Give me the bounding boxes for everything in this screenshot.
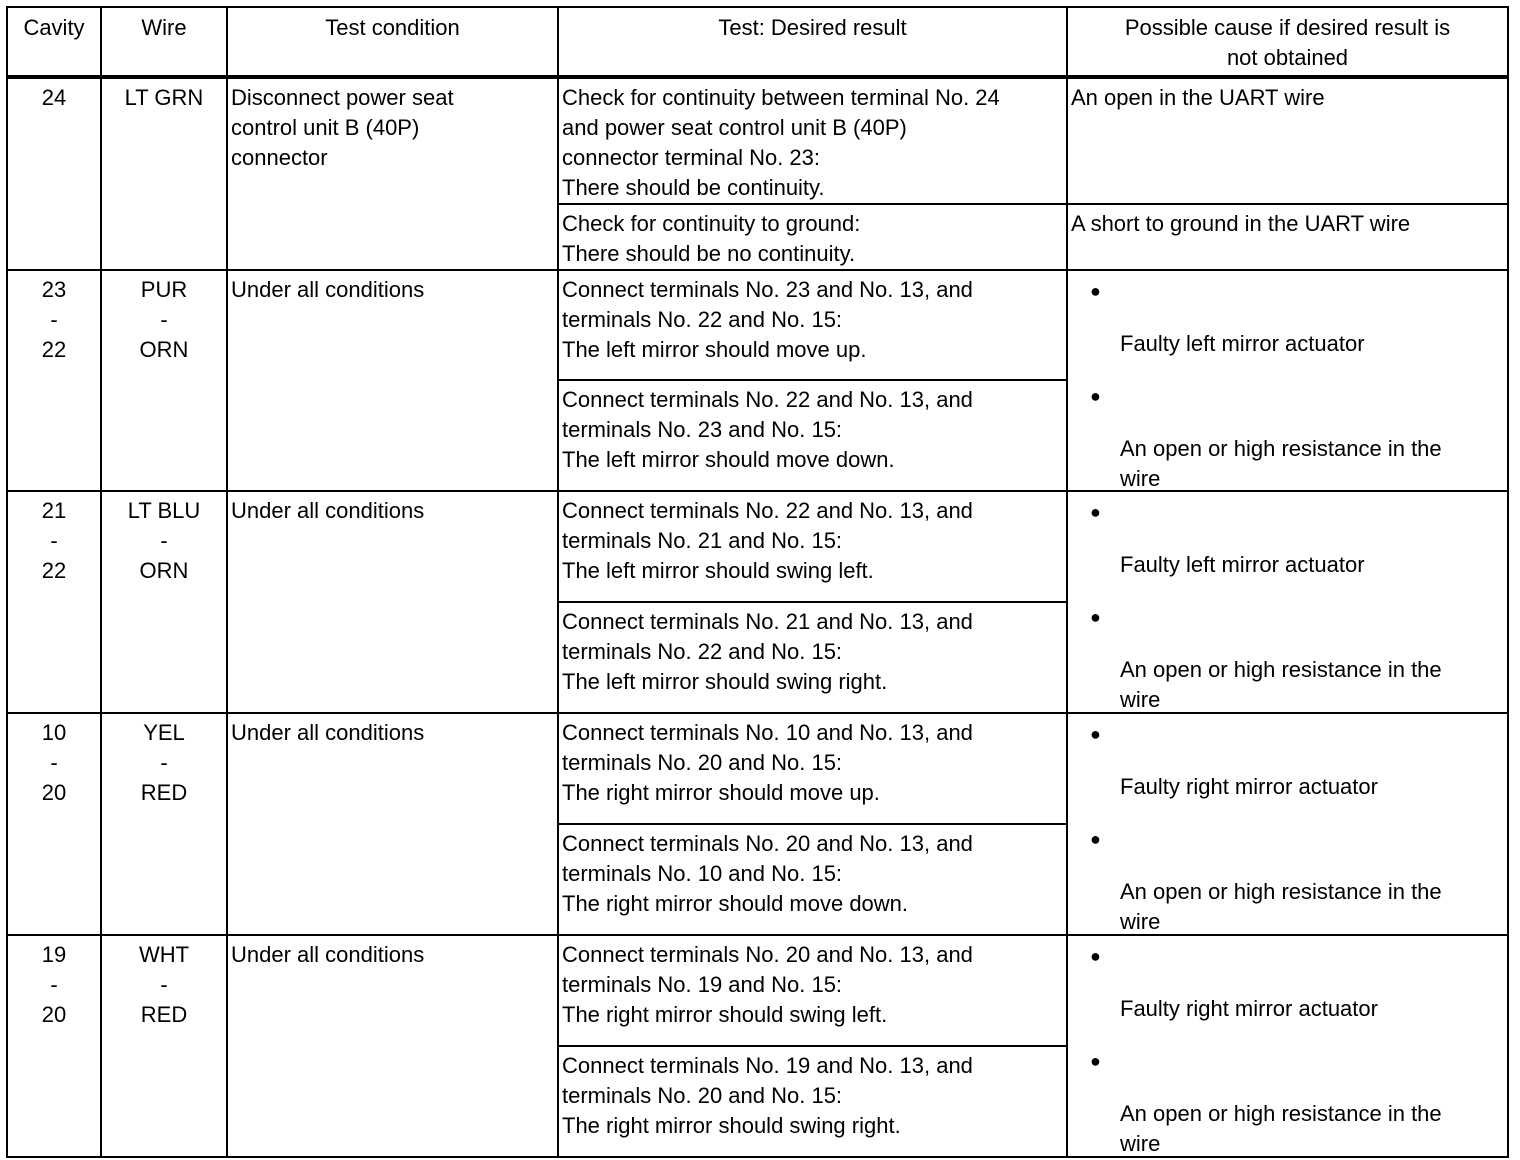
condition-cell: Disconnect power seat control unit B (40P) connector [227, 77, 558, 270]
header-wire: Wire [101, 7, 227, 77]
header-desired-result: Test: Desired result [558, 7, 1067, 77]
condition-cell: Under all conditions [227, 713, 558, 935]
cause-list-cell [1067, 270, 1508, 491]
header-row [7, 7, 1508, 77]
cause-item: An open or high resistance in the wire [1120, 657, 1442, 712]
cause-list-cell [1067, 713, 1508, 935]
table-row [7, 270, 1508, 380]
cavity-cell: 10 - 20 [7, 713, 101, 935]
wire-cell: LT BLU - ORN [101, 491, 227, 713]
header-possible-cause: Possible cause if desired result is not obtained [1067, 7, 1508, 77]
result-cell: Connect terminals No. 23 and No. 13, and terminals No. 22 and No. 15: The left mirror should move up. [558, 270, 1067, 380]
result-cell: Connect terminals No. 22 and No. 13, and terminals No. 23 and No. 15: The left mirror should move down. [558, 380, 1067, 491]
condition-cell: Under all conditions [227, 935, 558, 1157]
cause-list-cell [1067, 491, 1508, 713]
wire-cell: PUR - ORN [101, 270, 227, 491]
bullet-icon: ● [1090, 281, 1101, 301]
bullet-icon: ● [1090, 607, 1101, 627]
cavity-cell: 19 - 20 [7, 935, 101, 1157]
cavity-cell: 21 - 22 [7, 491, 101, 713]
wire-cell: LT GRN [101, 77, 227, 270]
bullet-icon: ● [1090, 386, 1101, 406]
cause-item: An open or high resistance in the wire [1120, 436, 1442, 491]
header-test-condition: Test condition [227, 7, 558, 77]
cause-item: An open or high resistance in the wire [1120, 1101, 1442, 1156]
cause-item: Faulty left mirror actuator [1120, 331, 1365, 356]
cause-item: Faulty right mirror actuator [1120, 996, 1378, 1021]
bullet-icon: ● [1090, 829, 1101, 849]
table-row [7, 77, 1508, 204]
bullet-icon: ● [1090, 1051, 1101, 1071]
condition-cell: Under all conditions [227, 491, 558, 713]
cause-cell: A short to ground in the UART wire [1067, 204, 1508, 270]
wire-cell: WHT - RED [101, 935, 227, 1157]
cause-item: Faulty right mirror actuator [1120, 774, 1378, 799]
result-cell: Connect terminals No. 20 and No. 13, and terminals No. 10 and No. 15: The right mirror should move down. [558, 824, 1067, 935]
bullet-icon: ● [1090, 946, 1101, 966]
wire-test-table [6, 6, 1509, 1158]
cause-list-cell [1067, 935, 1508, 1157]
result-cell: Connect terminals No. 19 and No. 13, and terminals No. 20 and No. 15: The right mirror should swing right. [558, 1046, 1067, 1157]
result-cell: Connect terminals No. 22 and No. 13, and terminals No. 21 and No. 15: The left mirror should swing left. [558, 491, 1067, 602]
result-cell: Connect terminals No. 10 and No. 13, and terminals No. 20 and No. 15: The right mirror should move up. [558, 713, 1067, 824]
result-cell: Check for continuity to ground: There should be no continuity. [558, 204, 1067, 270]
bullet-icon: ● [1090, 724, 1101, 744]
cause-item: Faulty left mirror actuator [1120, 552, 1365, 577]
wire-cell: YEL - RED [101, 713, 227, 935]
table-row [7, 713, 1508, 824]
bullet-icon: ● [1090, 502, 1101, 522]
cavity-cell: 24 [7, 77, 101, 270]
cause-cell: An open in the UART wire [1067, 77, 1508, 204]
cause-item: An open or high resistance in the wire [1120, 879, 1442, 934]
table-row [7, 935, 1508, 1046]
cavity-cell: 23 - 22 [7, 270, 101, 491]
result-cell: Check for continuity between terminal No. 24 and power seat control unit B (40P) connector terminal No. 23: There should be continuity. [558, 77, 1067, 204]
table-row [7, 491, 1508, 602]
result-cell: Connect terminals No. 21 and No. 13, and terminals No. 22 and No. 15: The left mirror should swing right. [558, 602, 1067, 713]
condition-cell: Under all conditions [227, 270, 558, 491]
result-cell: Connect terminals No. 20 and No. 13, and terminals No. 19 and No. 15: The right mirror should swing left. [558, 935, 1067, 1046]
header-cavity: Cavity [7, 7, 101, 77]
